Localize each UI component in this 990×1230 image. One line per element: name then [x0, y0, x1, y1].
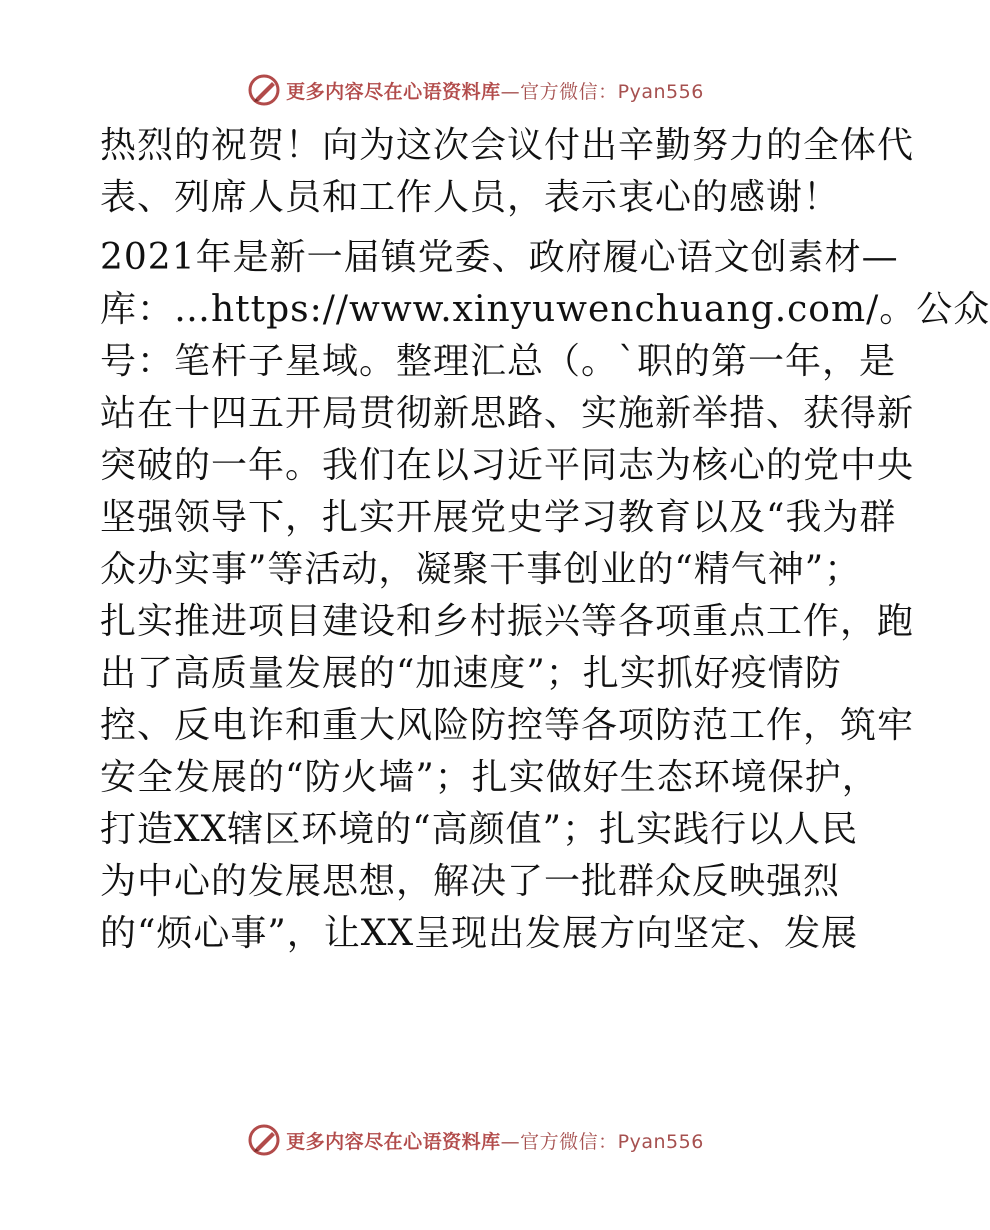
text-line: 控、反电诈和重大风险防控等各项防范工作，筑牢 — [100, 705, 915, 746]
text-line: 众办实事”等活动，凝聚干事创业的“精气神”； — [100, 549, 862, 590]
footer-banner-text — [286, 1127, 704, 1154]
text-line: 为中心的发展思想，解决了一批群众反映强烈 — [100, 861, 841, 902]
paragraph-1 — [100, 120, 915, 224]
text-line: 突破的一年。我们在以习近平同志为核心的党中央 — [100, 445, 915, 486]
header-banner-wechat: 官方微信：Pyan556 — [520, 80, 704, 103]
text-line: 2021年是新一届镇党委、政府履心语文创素材— — [100, 237, 899, 278]
text-line: 号：笔杆子星域。整理汇总（。`职的第一年，是 — [100, 341, 897, 382]
pen-logo-icon — [246, 1122, 282, 1158]
header-banner-sep: — — [500, 80, 521, 103]
text-line: 出了高质量发展的“加速度”；扎实抓好疫情防 — [100, 653, 842, 694]
text-line: 扎实推进项目建设和乡村振兴等各项重点工作，跑 — [100, 601, 915, 642]
pen-logo-icon — [246, 72, 282, 108]
text-line: 热烈的祝贺！向为这次会议付出辛勤努力的全体代 — [100, 125, 915, 166]
header-banner — [0, 70, 950, 110]
footer-banner-sep: — — [500, 1130, 521, 1153]
footer-banner-main: 更多内容尽在心语资料库 — [286, 1130, 501, 1153]
document-body — [100, 120, 990, 960]
footer-banner-wechat: 官方微信：Pyan556 — [520, 1130, 704, 1153]
text-line: 坚强领导下，扎实开展党史学习教育以及“我为群 — [100, 497, 897, 538]
text-line: 打造XX辖区环境的“高颜值”；扎实践行以人民 — [100, 809, 859, 850]
text-line: 安全发展的“防火墙”；扎实做好生态环境保护， — [100, 757, 879, 798]
header-banner-main: 更多内容尽在心语资料库 — [286, 80, 501, 103]
text-line: 的“烦心事”，让XX呈现出发展方向坚定、发展 — [100, 913, 859, 954]
footer-banner — [0, 1120, 950, 1160]
text-line: 库：…https://www.xinyuwenchuang.com/。公众 — [100, 289, 990, 330]
header-banner-text — [286, 77, 704, 104]
paragraph-2 — [100, 232, 990, 960]
text-line: 站在十四五开局贯彻新思路、实施新举措、获得新 — [100, 393, 915, 434]
text-line: 表、列席人员和工作人员，表示衷心的感谢！ — [100, 177, 841, 218]
